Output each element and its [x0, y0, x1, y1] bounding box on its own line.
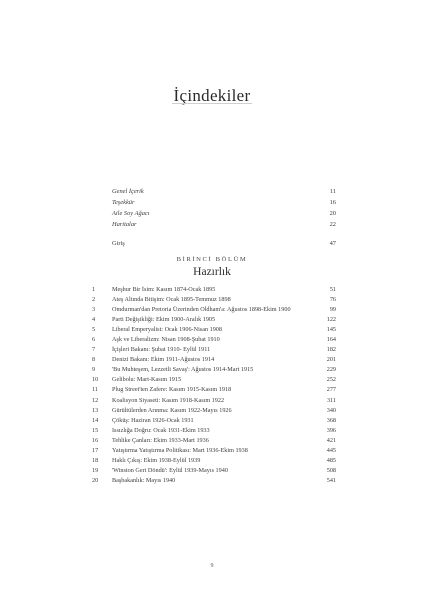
chapter-title: Aşk ve Liberalizm: Nisan 1908-Şubat 1910 [112, 336, 220, 344]
intro-page: 47 [329, 240, 336, 247]
intro-title: Giriş [112, 240, 125, 247]
chapter-page: 145 [326, 326, 336, 334]
chapter-row[interactable] [92, 365, 336, 375]
chapter-title: Plug Street'ten Zafere: Kasım 1915-Kasım 1918 [112, 386, 232, 394]
chapter-list [92, 285, 336, 486]
chapter-page: 51 [329, 286, 336, 293]
chapter-number: 8 [92, 356, 96, 364]
chapter-number: 14 [92, 416, 99, 424]
chapter-title: Denizi Bakanı: Ekim 1911-Ağustos 1914 [112, 356, 215, 364]
front-matter-title: Haritalar [112, 220, 137, 228]
chapter-title: Issızlığa Doğru: Ocak 1931-Ekim 1933 [112, 426, 210, 434]
page-number: 9 [210, 563, 214, 569]
chapter-row[interactable] [92, 476, 336, 486]
front-matter-title: Teşekkür [112, 198, 135, 206]
chapter-page: 445 [326, 446, 336, 454]
chapter-row[interactable] [92, 295, 336, 305]
chapter-row[interactable] [92, 385, 336, 395]
chapter-page: 99 [329, 306, 336, 314]
chapter-number: 17 [92, 446, 99, 454]
front-matter-title: Aile Soy Ağacı [112, 209, 150, 217]
chapter-number: 10 [92, 376, 99, 384]
chapter-row[interactable] [92, 456, 336, 466]
chapter-number: 19 [92, 466, 99, 474]
front-matter-item[interactable] [112, 209, 336, 220]
front-matter-item[interactable] [112, 187, 336, 198]
chapter-page: 182 [326, 346, 336, 354]
chapter-row[interactable] [92, 375, 336, 385]
chapter-title: Gürültülerden Arınma: Kasım 1922-Mayıs 1926 [112, 406, 232, 414]
intro-entry[interactable] [112, 239, 336, 249]
chapter-row[interactable] [92, 325, 336, 335]
chapter-number: 4 [92, 316, 96, 324]
chapter-title: Parti Değişikliği: Ekim 1900-Aralık 1905 [112, 316, 216, 324]
front-matter-page: 16 [329, 198, 336, 206]
chapter-number: 5 [92, 326, 96, 334]
chapter-title: Tehlike Çanları: Ekim 1933-Mart 1936 [112, 436, 209, 444]
chapter-title: Meşhur Bir İsim: Kasım 1874-Ocak 1895 [112, 286, 216, 293]
chapter-page: 508 [326, 466, 336, 474]
chapter-row[interactable] [92, 396, 336, 406]
chapter-page: 122 [326, 316, 336, 324]
chapter-row[interactable] [92, 305, 336, 315]
front-matter-page: 22 [329, 220, 336, 228]
chapter-title: Çöküş: Haziran 1926-Ocak 1931 [112, 416, 194, 424]
chapter-number: 16 [92, 436, 99, 444]
chapter-title: Başbakanlık: Mayıs 1940 [112, 476, 176, 484]
chapter-title: 'Winston Geri Döndü': Eylül 1939-Mayıs 1940 [112, 466, 228, 474]
chapter-number: 20 [92, 476, 99, 484]
chapter-number: 18 [92, 456, 99, 464]
chapter-page: 277 [326, 386, 336, 394]
chapter-title: İçişleri Bakanı: Şubat 1910- Eylül 1911 [112, 346, 211, 354]
chapter-row[interactable] [92, 335, 336, 345]
page-title: İçindekiler [173, 86, 251, 105]
chapter-page: 421 [326, 436, 336, 444]
chapter-page: 164 [326, 336, 336, 344]
chapter-page: 311 [326, 396, 336, 404]
chapter-page: 229 [326, 366, 336, 374]
chapter-number: 12 [92, 396, 99, 404]
chapter-title: Liberal Emperyalist: Ocak 1906-Nisan 1908 [112, 326, 222, 334]
front-matter-item[interactable] [112, 220, 336, 231]
chapter-row[interactable] [92, 315, 336, 325]
chapter-title: Ateş Altında Bitişim: Ocak 1895-Temmuz 1898 [112, 296, 231, 304]
chapter-row[interactable] [92, 426, 336, 436]
chapter-row[interactable] [92, 466, 336, 476]
chapter-page: 368 [326, 416, 336, 424]
part-label: BİRİNCİ BÖLÜM [176, 256, 248, 263]
chapter-number: 3 [92, 306, 96, 314]
front-matter-page: 20 [329, 209, 336, 217]
chapter-page: 252 [326, 376, 336, 384]
front-matter-title: Genel İçerik [112, 188, 144, 195]
chapter-page: 485 [326, 456, 336, 464]
chapter-row[interactable] [92, 406, 336, 416]
chapter-number: 13 [92, 406, 99, 414]
part-title: Hazırlık [193, 266, 231, 278]
front-matter-item[interactable] [112, 198, 336, 209]
chapter-title: Koalisyon Siyaseti: Kasım 1918-Kasım 1922 [112, 396, 225, 404]
chapter-page: 201 [326, 356, 336, 364]
front-matter-page: 11 [329, 188, 336, 195]
chapter-row[interactable] [92, 345, 336, 355]
chapter-title: Gelibolu: Mart-Kasım 1915 [112, 376, 182, 384]
chapter-title: Haklı Çıkış: Ekim 1938-Eylül 1939 [112, 456, 201, 464]
chapter-number: 2 [92, 296, 96, 304]
chapter-number: 7 [92, 346, 96, 354]
chapter-number: 11 [92, 386, 98, 394]
chapter-page: 541 [326, 476, 336, 484]
chapter-number: 9 [92, 366, 96, 374]
chapter-number: 15 [92, 426, 99, 434]
chapter-title: Omdurman'dan Pretoria Üzerinden Oldham'a: Ağustos 1898-Ekim 1900 [112, 306, 291, 314]
chapter-page: 340 [326, 406, 336, 414]
chapter-row[interactable] [92, 436, 336, 446]
chapter-row[interactable] [92, 355, 336, 365]
chapter-title: 'Bu Muhteşem, Lezzetli Savaş': Ağustos 1914-Mart 1915 [112, 366, 254, 374]
chapter-row[interactable] [92, 446, 336, 456]
chapter-row[interactable] [92, 285, 336, 295]
title-divider [172, 103, 252, 104]
chapter-page: 76 [329, 296, 336, 304]
chapter-number: 6 [92, 336, 96, 344]
chapter-page: 396 [326, 426, 336, 434]
chapter-row[interactable] [92, 416, 336, 426]
chapter-number: 1 [92, 286, 96, 293]
chapter-title: Yatıştırma Yatıştırma Politikası: Mart 1936-Ekim 1938 [112, 446, 248, 454]
front-matter-list [112, 187, 336, 231]
